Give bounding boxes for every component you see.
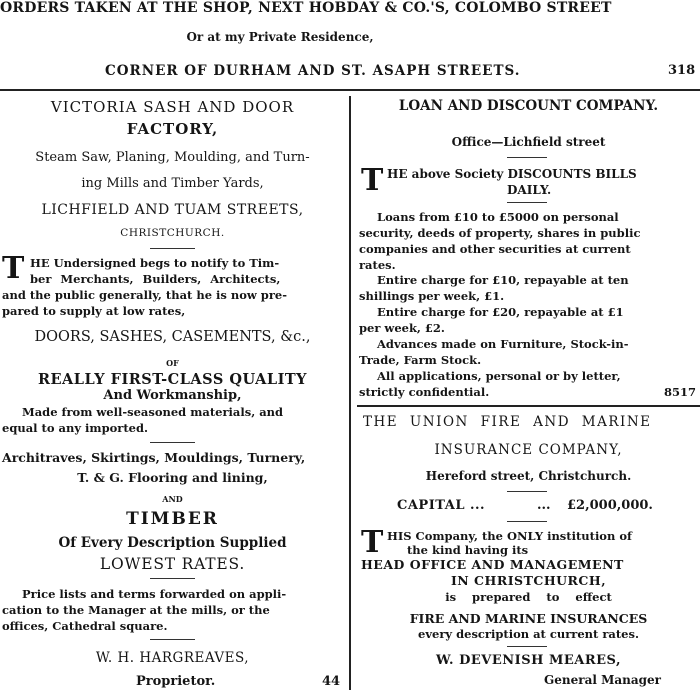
header-line-3: CORNER OF DURHAM AND ST. ASAPH STREETS. xyxy=(105,63,521,79)
ad-proprietor: Proprietor. xyxy=(136,674,216,689)
ad-timber-heading: TIMBER xyxy=(126,509,219,529)
ad-of: OF xyxy=(166,358,179,368)
body-line: security, deeds of property, shares in public xyxy=(359,226,641,240)
ad-title-line-1: VICTORIA SASH AND DOOR xyxy=(50,98,295,116)
ad-subtitle-line-1: Steam Saw, Planing, Moulding, and Turn- xyxy=(35,150,310,165)
ad-fire-marine: FIRE AND MARINE INSURANCES xyxy=(409,611,648,626)
header-ad-number: 318 xyxy=(668,63,696,78)
ad-signature: W. H. HARGREAVES, xyxy=(95,650,250,666)
ad-prepared: is prepared to effect xyxy=(445,590,612,604)
short-rule xyxy=(150,248,195,249)
short-rule xyxy=(507,157,547,158)
paragraph-line: Made from well-seasoned materials, and xyxy=(22,405,284,419)
paragraph-line: HE Undersigned begs to notify to Tim- xyxy=(30,256,280,270)
ad-architraves-line-1: Architraves, Skirtings, Mouldings, Turnery, xyxy=(2,450,306,465)
body-line: rates. xyxy=(359,258,396,272)
short-rule xyxy=(507,521,547,522)
short-rule xyxy=(150,442,195,443)
body-line: strictly confidential. xyxy=(359,385,490,399)
ad-title-line-2: FACTORY, xyxy=(126,120,219,138)
ad-and: AND xyxy=(162,494,183,504)
body-line: All applications, personal or by letter, xyxy=(377,369,621,383)
paragraph-line: cation to the Manager at the mills, or the xyxy=(2,603,270,617)
body-line: per week, £2. xyxy=(359,321,445,335)
paragraph-line: offices, Cathedral square. xyxy=(2,619,168,633)
short-rule xyxy=(507,202,547,203)
paragraph-line: pared to supply at low rates, xyxy=(2,304,186,318)
paragraph-line: ber Merchants, Builders, Architects, xyxy=(30,272,281,286)
capital-dots: ... xyxy=(537,498,551,513)
ad-address: Hereford street, Christchurch. xyxy=(425,469,632,483)
body-line: Trade, Farm Stock. xyxy=(359,353,482,367)
header-divider xyxy=(0,89,700,91)
ad-subtitle-line-2: ing Mills and Timber Yards, xyxy=(81,176,264,191)
header-line-2: Or at my Private Residence, xyxy=(186,30,374,44)
ad-every-description: Of Every Description Supplied xyxy=(58,535,287,551)
capital-value: £2,000,000. xyxy=(567,498,653,513)
ad-quality-heading: REALLY FIRST-CLASS QUALITY xyxy=(37,371,308,388)
paragraph-line: and the public generally, that he is now pre- xyxy=(2,288,288,302)
ad-office: Office—Lichfield street xyxy=(451,135,606,149)
ad-lowest-rates: LOWEST RATES. xyxy=(99,555,246,573)
ad-title-line-1: THE UNION FIRE AND MARINE xyxy=(363,414,652,430)
ad-city: CHRISTCHURCH. xyxy=(120,227,225,239)
union-fire-marine-advert xyxy=(357,412,700,690)
header-line-1: ORDERS TAKEN AT THE SHOP, NEXT HOBDAY & CO.'S, COLOMBO STREET xyxy=(0,0,612,16)
ad-workmanship: And Workmanship, xyxy=(103,388,242,403)
body-line: Entire charge for £20, repayable at £1 xyxy=(377,305,624,319)
body-line: shillings per week, £1. xyxy=(359,289,505,303)
ad-title: LOAN AND DISCOUNT COMPANY. xyxy=(398,98,659,114)
ad-number: 8517 xyxy=(664,385,697,399)
short-rule xyxy=(507,491,547,492)
ad-title-line-2: INSURANCE COMPANY, xyxy=(434,442,623,458)
ad-doors-heading: DOORS, SASHES, CASEMENTS, &c., xyxy=(34,329,311,345)
ad-architraves-line-2: T. & G. Flooring and lining, xyxy=(77,470,268,485)
ad-streets: LICHFIELD AND TUAM STREETS, xyxy=(41,202,304,218)
paragraph-line: Price lists and terms forwarded on appli- xyxy=(22,587,287,601)
paragraph-line: the kind having its xyxy=(407,543,529,557)
body-line: Loans from £10 to £5000 on personal xyxy=(377,210,619,224)
dropcap-letter: T xyxy=(361,525,384,560)
ad-every-description: every description at current rates. xyxy=(418,627,639,641)
dropcap-letter: T xyxy=(2,251,25,286)
dropcap-letter: T xyxy=(361,163,384,198)
ad-number: 44 xyxy=(322,674,341,689)
loan-discount-advert xyxy=(357,96,700,399)
paragraph-line: HIS Company, the ONLY institution of xyxy=(387,529,632,543)
short-rule xyxy=(150,639,195,640)
ad-in-christchurch: IN CHRISTCHURCH, xyxy=(450,573,607,588)
paragraph-line: equal to any imported. xyxy=(2,421,149,435)
short-rule xyxy=(507,646,547,647)
body-line: Advances made on Furniture, Stock-in- xyxy=(377,337,629,351)
victoria-sash-advert xyxy=(0,96,345,690)
body-line: companies and other securities at current xyxy=(359,242,631,256)
short-rule xyxy=(150,578,195,579)
column-divider xyxy=(349,96,351,690)
advert-divider xyxy=(357,405,700,407)
ad-head-line: DAILY. xyxy=(507,183,552,197)
ad-signature: W. DEVENISH MEARES, xyxy=(435,653,621,668)
ad-head-office: HEAD OFFICE AND MANAGEMENT xyxy=(361,557,624,572)
body-line: Entire charge for £10, repayable at ten xyxy=(377,273,629,287)
capital-label: CAPITAL ... xyxy=(397,498,486,513)
ad-manager: General Manager xyxy=(544,673,661,687)
ad-head-line: HE above Society DISCOUNTS BILLS xyxy=(387,167,637,181)
